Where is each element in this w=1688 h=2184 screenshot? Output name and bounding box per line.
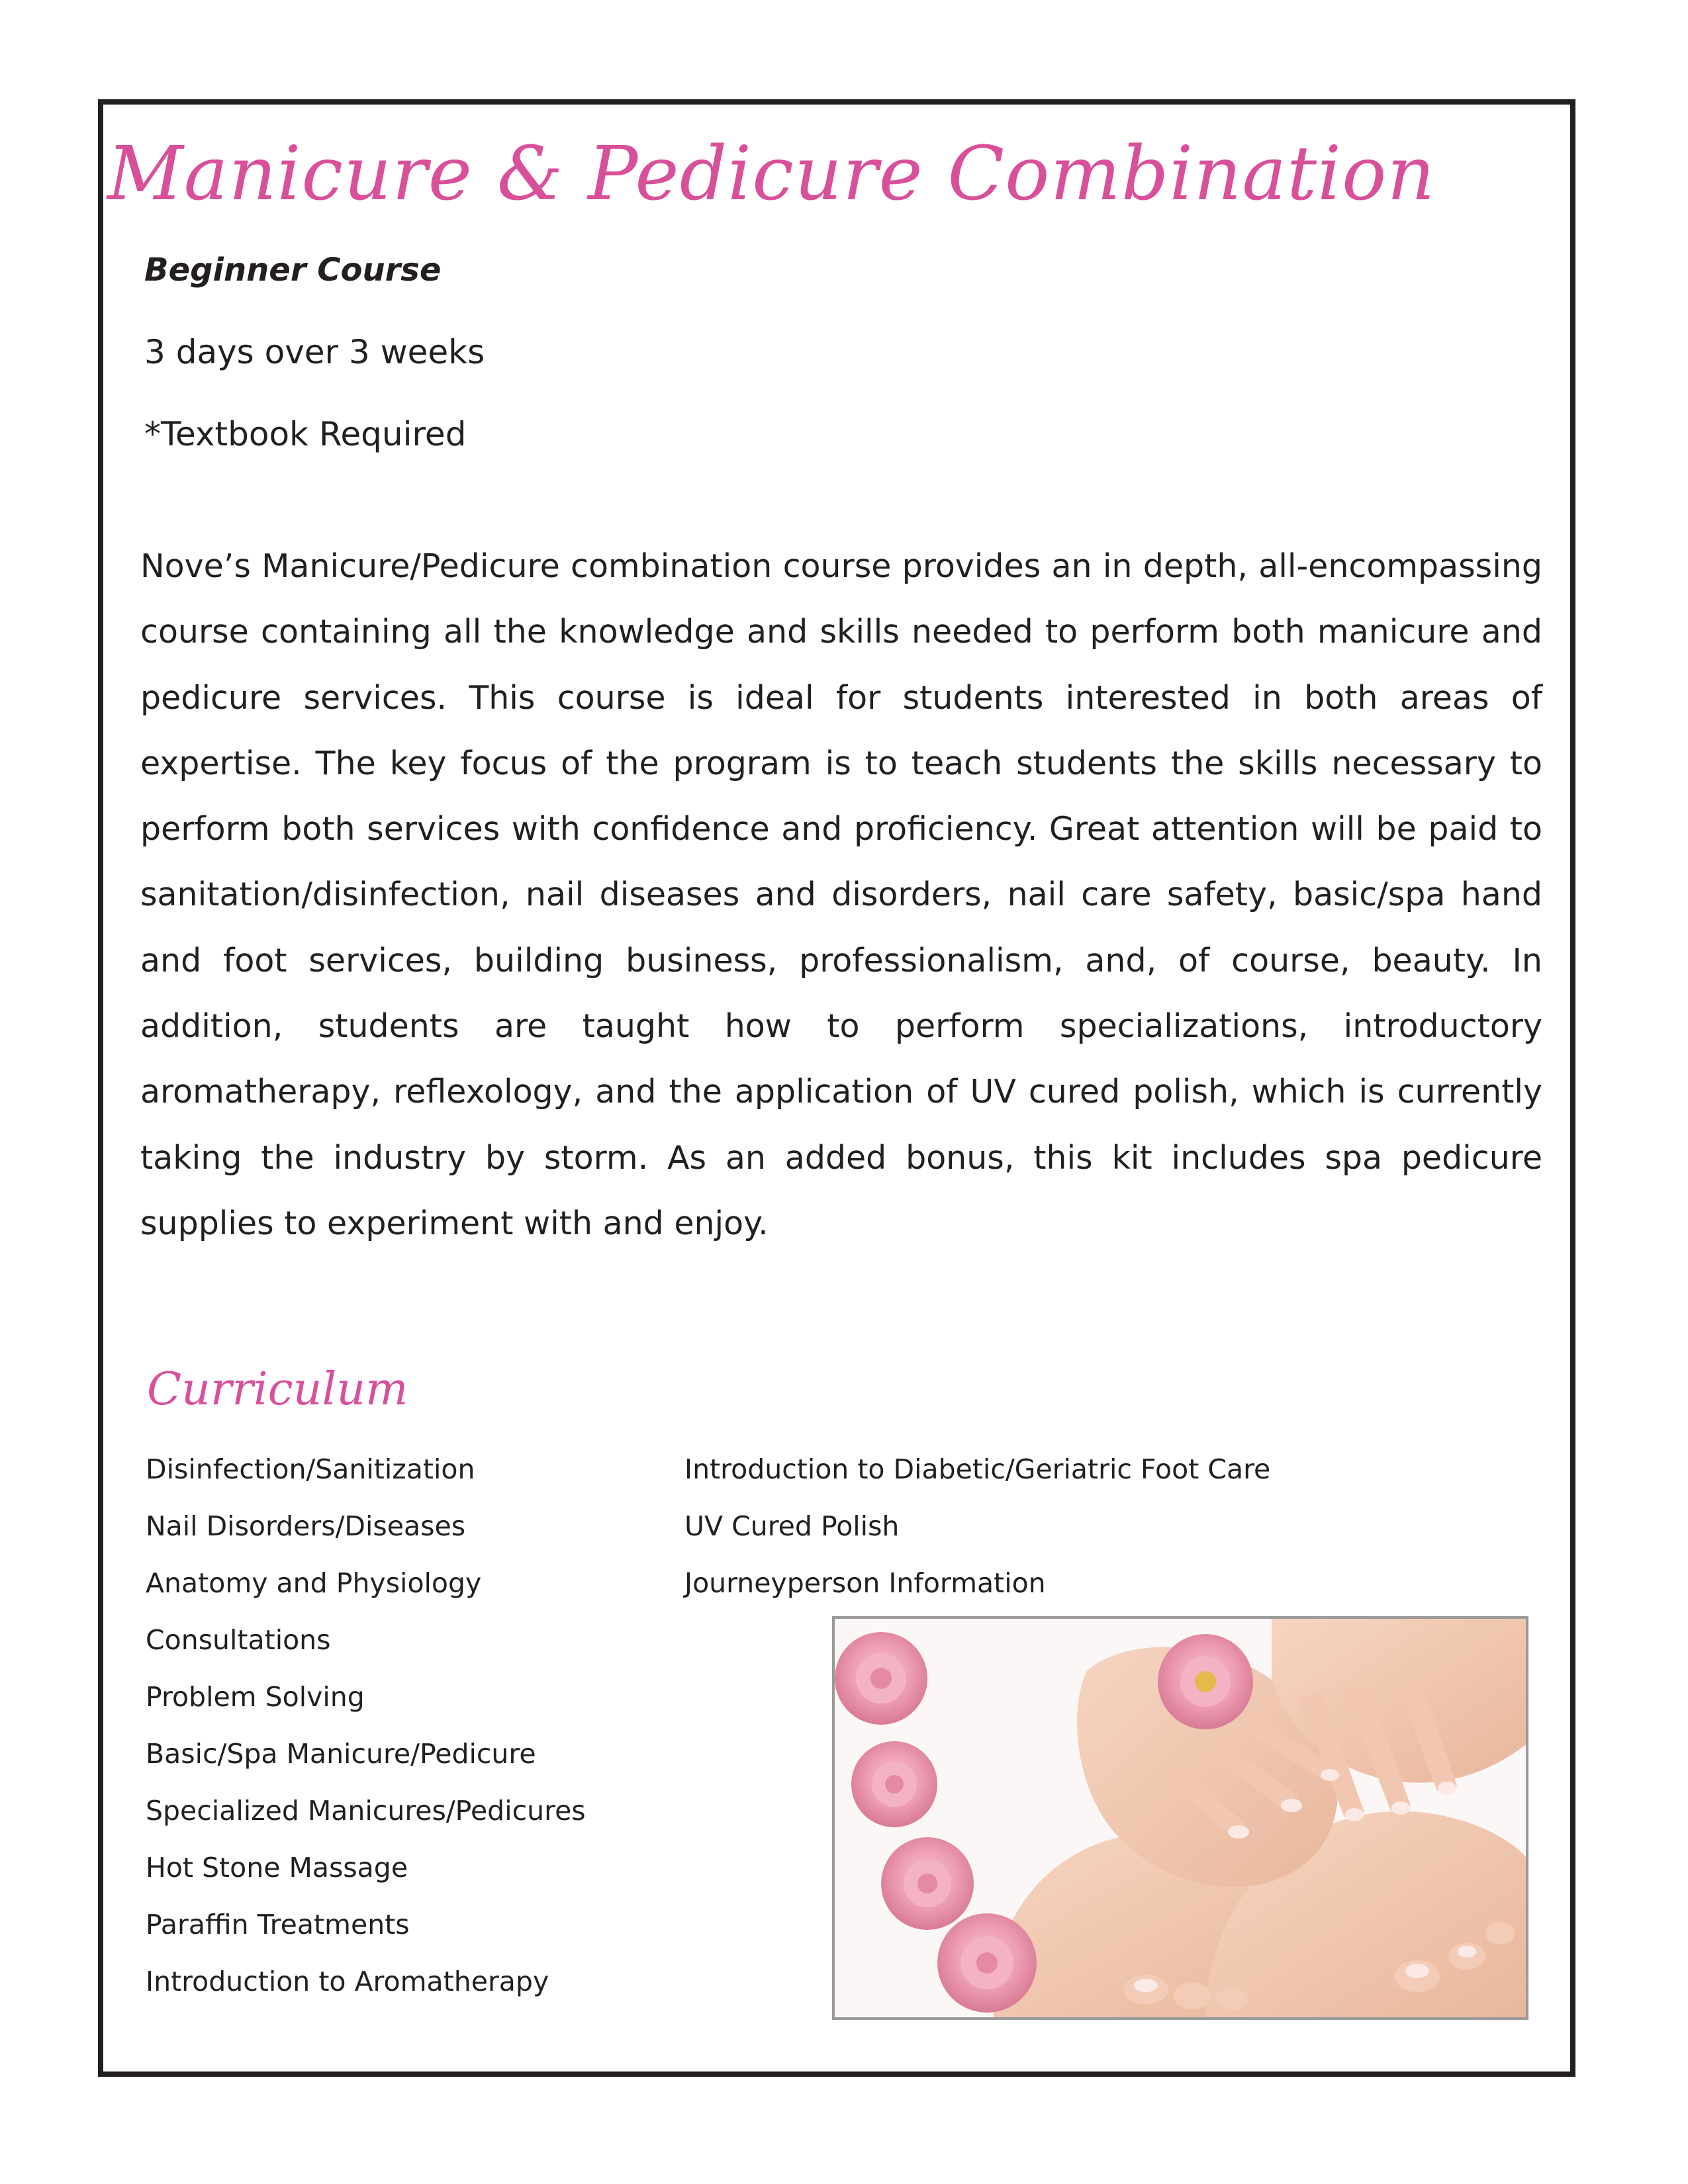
curriculum-item: Introduction to Aromatherapy [146,1966,549,1997]
manicure-pedicure-photo [832,1616,1528,2020]
hands-feet-roses-illustration [835,1619,1526,2017]
curriculum-item: Consultations [146,1624,331,1656]
curriculum-list-left [146,1451,586,2020]
curriculum-item: Specialized Manicures/Pedicures [146,1795,586,1827]
curriculum-item: Basic/Spa Manicure/Pedicure [146,1738,536,1770]
course-level: Beginner Course [144,251,442,289]
curriculum-item: Hot Stone Massage [146,1852,408,1884]
curriculum-heading: Curriculum [147,1363,408,1416]
curriculum-item: Nail Disorders/Diseases [146,1510,466,1542]
course-requirement: *Textbook Required [144,415,467,453]
curriculum-list-right [684,1451,1270,1621]
rose-icon [835,1632,927,1725]
curriculum-item: Disinfection/Sanitization [146,1453,475,1485]
page-title: Manicure & Pedicure Combination [107,131,1436,217]
curriculum-item: Introduction to Diabetic/Geriatric Foot Care [684,1453,1271,1485]
curriculum-item: Paraffin Treatments [146,1909,410,1940]
course-description: Nove’s Manicure/Pedicure combination course provides an in depth, all-encompassing course containing all the knowledge and skills needed to perform both manicure and pedicure services. This course is ideal for students interested in both areas of expertise. The key focus of the program is to teach students the skills necessary to perform both services with confidence and proficiency. Great attention will be paid to sanitation/disinfection, nail diseases and disorders, nail care safety, basic/spa hand and foot services, building business, professionalism, and, of course, beauty. In addition, students are taught how to perform specializations, introductory aromatherapy, reflexology, and the application of UV cured polish, which is currently taking the industry by storm. As an added bonus, this kit includes spa pedicure supplies to experiment with and enjoy. [140,547,1542,1242]
curriculum-item: Journeyperson Information [684,1567,1046,1599]
curriculum-item: Problem Solving [146,1681,365,1713]
curriculum-item: Anatomy and Physiology [146,1567,482,1599]
course-duration: 3 days over 3 weeks [144,333,485,371]
curriculum-item: UV Cured Polish [684,1510,900,1542]
